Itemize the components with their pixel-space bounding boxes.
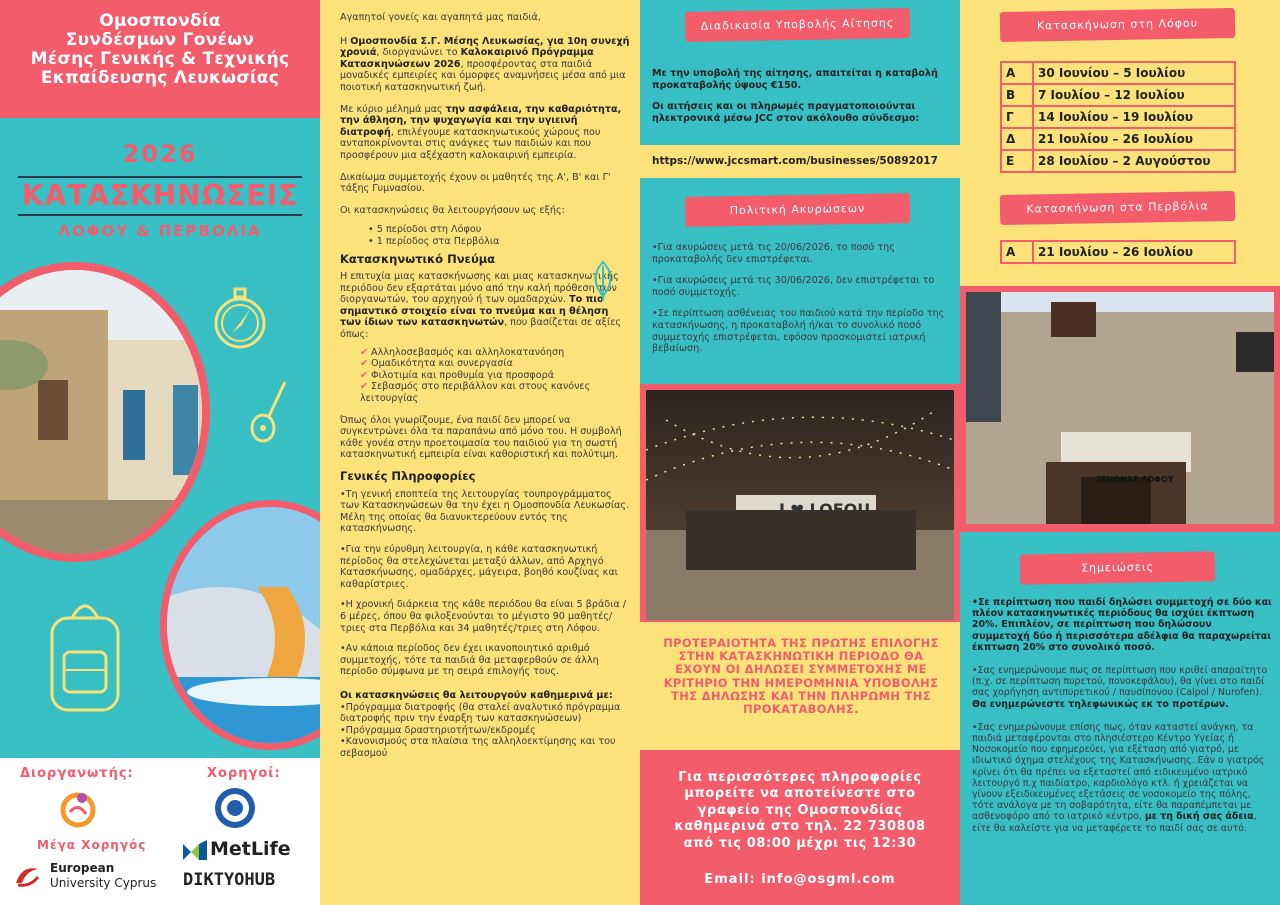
sponsors-footer <box>0 758 320 905</box>
note-text: , είτε θα καλείστε για να μεταφέρετε το παιδί σας σε αυτό. <box>972 811 1257 834</box>
application-panel <box>640 0 960 905</box>
focus-text: Με κύριο μέλημά μας <box>340 103 446 115</box>
cancel-title: Πολιτική Ακυρώσεων <box>685 193 910 227</box>
daily-item: •Πρόγραμμα διατροφής (θα σταλεί αναλυτικό πρόγραμμα διατροφής πριν την έναρξη των κατασκηνώσεων) <box>340 701 621 725</box>
lofou-title: Κατασκήνωση στη Λόφου <box>1000 8 1235 42</box>
table-row <box>1001 62 1235 84</box>
check-icon: ✔ <box>360 381 369 393</box>
general-item: •Για την εύρυθμη λειτουργία, η κάθε κατασκηνωτική περίοδος θα στελεχώνεται μεταξύ άλλων, από Αρχηγό Κατασκήνωσης, ομαδάρχες, μάγειρα, βοηθό κουζίνας και καθαρίστριες. <box>340 543 618 590</box>
compass-icon <box>210 285 270 355</box>
general-item: •Η χρονική διάρκεια της κάθε περιόδου θα είναι 5 βράδια / 6 μέρες, όπου θα φιλοξενούνται το μέγιστο 90 μαθητές/τριες στα Περβόλια και 34 μαθητές/τριες στη Λόφου. <box>340 599 626 634</box>
period-cell: Ε <box>1001 150 1033 172</box>
organizer-label: Διοργανωτής: <box>20 766 134 781</box>
period-cell: Β <box>1001 84 1033 106</box>
waterpark-photo <box>160 500 320 750</box>
focus-text: , επιλέγουμε κατασκηνωτικούς χώρους που ανταποκρίνονται στις ανάγκες των παιδιών και που προσφέρουν μια αξέχαστη καλοκαιρινή εμπειρία. <box>340 126 601 161</box>
list-item-text: Αλληλοσεβασμός και αλληλοκατανόηση <box>371 346 565 358</box>
leaf-icon <box>588 260 618 302</box>
note-item <box>972 665 1272 710</box>
note-text: •Σας ενημερώνουμε πως σε περίπτωση που κριθεί απαραίτητο (π.χ. σε περίπτωση πυρετού, πονοκεφάλου), θα γίνει στο παιδί σας χορήγηση αντιπυρετικού / παυσίπονου (Calpol / Nurofen). <box>972 665 1268 699</box>
greeting: Αγαπητοί γονείς και αγαπητά μας παιδιά, <box>340 12 541 23</box>
building-sign: ΞΕΝΩΝΑΣ ΛΟΦΟΥ <box>1096 475 1174 484</box>
header-line: Συνδέσμων Γονέων <box>65 30 255 50</box>
spirit-text: Η επιτυχία μιας κατασκήνωσης και μιας κατασκηνωτικής περιόδου δεν εξαρτάται μόνο από την καλή πρόθεση των διοργανωτών, του αρχηγού ή των ομαδαρχών. <box>340 271 619 306</box>
cancel-item: •Για ακυρώσεις μετά τις 20/06/2026, το ποσό της προκαταβολής δεν επιστρέφεται. <box>652 242 895 265</box>
general-item: •Αν κάποια περίοδος δεν έχει ικανοποιητικό αριθμό συμμετοχής, τότε τα παιδιά θα μεταφερθούν σε άλλη περίοδο σύμφωνα με τη σειρά επιλογής τους. <box>340 643 599 678</box>
divider <box>18 214 302 216</box>
metlife-name: MetLife <box>210 838 291 860</box>
dates-cell: 7 Ιουλίου – 12 Ιουλίου <box>1033 84 1235 106</box>
divider <box>18 176 302 178</box>
list-item-text: Ομαδικότητα και συνεργασία <box>371 358 513 370</box>
focus-paragraph <box>340 104 630 162</box>
table-row <box>1001 84 1235 106</box>
federation-logo-icon <box>60 788 96 828</box>
list-item: • 1 περίοδος στα Περβόλια <box>368 235 500 247</box>
intro-text: Η <box>340 35 351 47</box>
list-item <box>360 381 630 404</box>
federation-header <box>0 0 320 118</box>
note-item: •Σε περίπτωση που παιδί δηλώσει συμμετοχή σε δύο και πλέον κατασκηνωτικές περιόδους θα ισχύει έκπτωση 20%. Επιπλέον, σε περίπτωση που δηλώσουν συμμετοχή δύο ή περισσότερα αδέλφια θα παραχωρείται έκπτωση 20% στο συνολικό ποσό. <box>972 597 1272 653</box>
cancel-item: •Σε περίπτωση ασθένειας του παιδιού κατά την περίοδο της κατασκήνωσης, η προκαταβολή ή/και το συνολικό ποσό συμμετοχής επιστρέφεται, εφόσον προσκομιστεί ιατρική βεβαίωση. <box>652 308 945 355</box>
group-photo <box>646 390 954 620</box>
diktyohub-name: DIKTYOHUB <box>183 870 276 890</box>
sponsors-label: Χορηγοί: <box>207 766 281 781</box>
eligibility-paragraph: Δικαίωμα συμμετοχής έχουν οι μαθητές της Α', Β' και Γ' τάξης Γυμνασίου. <box>340 171 611 195</box>
sponsor-seal-icon <box>213 786 257 830</box>
main-title: ΚΑΤΑΣΚΗΝΩΣΕΙΣ <box>21 179 299 212</box>
list-item-text: 5 περίοδοι στη Λόφου <box>376 224 482 236</box>
focus-bold: την ασφάλεια, την καθαριότητα, την άθληση, την ψυχαγωγία και την υγιεινή διατροφή <box>340 103 622 138</box>
list-item-text: 1 περίοδος στα Περβόλια <box>376 235 500 247</box>
guitar-icon <box>245 378 295 448</box>
spirit-bold: Το πιο σημαντικό στοιχείο είναι το πνεύμα και η θέληση των ίδιων των κατασκηνωτών <box>340 294 609 329</box>
daily-item: •Πρόγραμμα δραστηριοτήτων/εκδρομές <box>340 724 536 736</box>
contact-line: γραφείο της Ομοσπονδίας <box>697 802 903 818</box>
list-item <box>360 370 630 382</box>
photo-sign: I ❤ LOFOU <box>779 500 871 519</box>
period-cell: Δ <box>1001 128 1033 150</box>
header-line: Εκπαίδευσης Λευκωσίας <box>40 68 280 88</box>
dates-cell: 30 Ιουνίου – 5 Ιουλίου <box>1033 62 1235 84</box>
list-item <box>360 358 630 370</box>
daily-item: •Κανονισμούς στα πλαίσια της αλληλοεκτίμησης και του σεβασμού <box>340 736 616 759</box>
euc-logo-icon <box>12 863 42 889</box>
table-row <box>1001 106 1235 128</box>
contact-line: καθημερινά στο τηλ. 22 730808 <box>674 819 926 835</box>
daily-title: Οι κατασκηνώσεις θα λειτουργούν καθημερινά με: <box>340 689 613 701</box>
contact-line: μπορείτε να αποτείνεστε στο <box>684 786 916 802</box>
euc-name-line2: University Cyprus <box>50 876 157 890</box>
note-text: •Σας ενημερώνουμε επίσης πως, όταν καταστεί ανάγκη, τα παιδιά μεταφέρονται στο πλησιέστερο Κέντρο Υγείας ή Νοσοκομείο που εφημερεύει, για εξέταση από γιατρό, με ιδιωτικό όχημα στελέχους της Κατασκήνωσης. Εάν ο γιατρός κρίνει ότι θα πρέπει να εξεταστεί από ειδικευμένο ιατρικό λειτουργό π.χ παιδίατρο, καρδιολόγο κτλ. ή χρειάζεται να γίνουν εξειδικευμένες εξετάσεις σε νοσοκομείο της πόλης, τότε ανάλογα με τη σοβαρότητα, είτε θα παραπέμπεται με ασθενοφόρο από το ιατρικό κέντρο, <box>972 721 1265 823</box>
email-link[interactable]: Email: info@osgml.com <box>704 872 896 887</box>
village-photo-art <box>0 270 210 562</box>
pervolia-table <box>1000 240 1236 264</box>
intro-bold: Καλοκαιρινό Πρόγραμμα Κατασκηνώσεων 2026 <box>340 47 594 70</box>
subtitle: ΛΟΦΟΥ & ΠΕΡΒΟΛΙΑ <box>58 222 262 240</box>
header-line: Μέσης Γενικής & Τεχνικής <box>30 49 290 69</box>
spirit-text: , που βασίζεται σε αξίες όπως: <box>340 317 622 341</box>
period-cell: Α <box>1001 62 1033 84</box>
general-item: •Τη γενική εποπτεία της λειτουργίας τουπρογράμματος των Κατασκηνώσεων θα την έχει η Ομοσπονδία Λευκωσίας. Μέλη της οποίας θα διανυκτερεύουν εντός της κατασκήνωσης. <box>340 488 630 535</box>
dates-cell: 21 Ιουλίου – 26 Ιουλίου <box>1033 241 1235 263</box>
contact-text <box>640 770 960 852</box>
list-item-text: Σεβασμός στο περιβάλλον και στους κανόνες λειτουργίας <box>360 381 591 405</box>
period-cell: Α <box>1001 241 1033 263</box>
check-icon: ✔ <box>360 369 369 381</box>
list-item: • 5 περίοδοι στη Λόφου <box>368 224 482 236</box>
building-photo <box>966 292 1274 524</box>
intro-text: , διοργανώνει το <box>376 47 461 59</box>
period-list <box>340 224 630 247</box>
info-text <box>340 12 630 759</box>
closing-paragraph: Όπως όλοι γνωρίζουμε, ένα παιδί δεν μπορεί να συγκεντρώνει όλα τα παραπάνω από μόνο του. Η συμβολή κάθε γονέα στην προετοιμασία του παιδιού για τη σωστή κατασκηνωτική εμπειρία είναι καθοριστική και πολύτιμη. <box>340 414 622 461</box>
apply-title: Διαδικασία Υποβολής Αίτησης <box>685 8 910 42</box>
table-row <box>1001 241 1235 263</box>
pervolia-title: Κατασκήνωση στα Περβόλια <box>1000 191 1235 225</box>
intro-bold: , για 10η συνεχή χρονιά <box>340 35 630 59</box>
schedule-panel <box>960 0 1280 905</box>
note-item <box>972 722 1272 834</box>
waterpark-photo-art <box>167 507 320 750</box>
dates-cell: 28 Ιουλίου – 2 Αυγούστου <box>1033 150 1235 172</box>
list-item-text: Φιλοτιμία και προθυμία για προσφορά <box>371 369 555 381</box>
year-title: 2026 <box>122 140 198 168</box>
contact-line: από τις 08:00 μέχρι τις 12:30 <box>683 835 917 851</box>
village-photo <box>0 262 210 562</box>
apply-paragraph: Οι αιτήσεις και οι πληρωμές πραγματοποιούνται ηλεκτρονικά μέσω JCC στον ακόλουθο σύνδεσμο: <box>652 101 920 124</box>
cover-panel <box>0 0 320 905</box>
period-cell: Γ <box>1001 106 1033 128</box>
intro-paragraph <box>340 36 630 94</box>
intro-text: , προσφέροντας στα παιδιά μοναδικές εμπειρίες και όμορφες αναμνήσεις μέσα από μια ποιοτική κατασκηνωτική ζωή. <box>340 58 626 93</box>
mega-sponsor-label: Μέγα Χορηγός <box>37 838 147 852</box>
spirit-paragraph <box>340 271 630 341</box>
intro-bold: Ομοσπονδία Σ.Γ. Μέσης Λευκωσίας <box>350 35 540 47</box>
table-row <box>1001 128 1235 150</box>
jcc-link[interactable]: https://www.jccsmart.com/businesses/50892017 <box>652 155 938 167</box>
check-icon: ✔ <box>360 346 369 358</box>
cancel-item: •Για ακυρώσεις μετά τις 30/06/2026, δεν επιστρέφεται το ποσό συμμετοχής. <box>652 275 935 298</box>
info-panel <box>320 0 640 905</box>
building-photo-art <box>966 292 1274 524</box>
header-line: Ομοσπονδία <box>99 11 221 31</box>
general-title: Γενικές Πληροφορίες <box>340 469 476 483</box>
cancel-text <box>652 242 952 355</box>
notes-text <box>972 597 1272 834</box>
metlife-logo-icon <box>183 840 207 860</box>
backpack-icon <box>40 590 130 720</box>
operation-paragraph: Οι κατασκηνώσεις θα λειτουργήσουν ως εξής: <box>340 204 565 216</box>
priority-text: ΠΡΟΤΕΡΑΙΟΤΗΤΑ ΤΗΣ ΠΡΩΤΗΣ ΕΠΙΛΟΓΗΣ ΣΤΗΝ ΚΑΤΑΣΚΗΝΩΤΙΚΗ ΠΕΡΙΟΔΟ ΘΑ ΕΧΟΥΝ ΟΙ ΔΗΛΩΣΕΙ ΣΥΜΜΕΤΟΧΗΣ ΜΕ ΚΡΙΤΗΡΙΟ ΤΗΝ ΗΜΕΡΟΜΗΝΙΑ ΥΠΟΒΟΛΗΣ ΤΗΣ ΔΗΛΩΣΗΣ ΚΑΙ ΤΗΝ ΠΛΗΡΩΜΗ ΤΗΣ ΠΡΟΚΑΤΑΒΟΛΗΣ. <box>663 636 939 717</box>
table-row <box>1001 150 1235 172</box>
values-list <box>340 347 630 405</box>
apply-paragraph: Με την υποβολή της αίτησης, απαιτείται η καταβολή προκαταβολής ύψους €150. <box>652 68 938 91</box>
check-icon: ✔ <box>360 358 369 370</box>
lofou-table <box>1000 61 1236 173</box>
contact-line: Για περισσότερες πληροφορίες <box>678 770 922 785</box>
apply-text <box>652 68 952 124</box>
list-item <box>360 347 630 359</box>
dates-cell: 21 Ιουλίου – 26 Ιουλίου <box>1033 128 1235 150</box>
spirit-title: Κατασκηνωτικό Πνεύμα <box>340 251 496 266</box>
euc-name-line1: European <box>50 861 115 875</box>
note-bold: Θα ενημερώνεστε τηλεφωνικώς εκ το προτέρων. <box>972 698 1229 710</box>
note-bold: με τη δική σας άδεια <box>1144 811 1254 823</box>
notes-title: Σημειώσεις <box>1020 551 1215 584</box>
dates-cell: 14 Ιουλίου – 19 Ιουλίου <box>1033 106 1235 128</box>
